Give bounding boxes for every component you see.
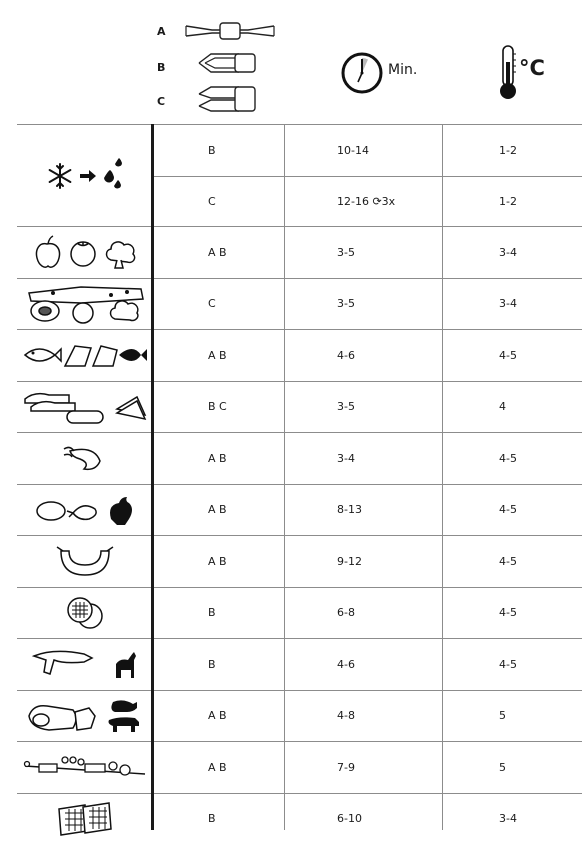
plate-position-b-icon: [197, 50, 259, 76]
icon-cell: [17, 536, 153, 587]
shrimp-icon: [62, 443, 108, 473]
icon-cell: [17, 279, 153, 330]
time-cell: 4-6: [337, 348, 355, 362]
setting-cell: A B: [208, 503, 227, 517]
temp-cell: 4-5: [499, 348, 517, 362]
plate-position-c-icon: [197, 84, 259, 114]
time-cell: 7-9: [337, 760, 355, 774]
entry-row: [153, 794, 582, 845]
time-cell: 3-5: [337, 297, 355, 311]
table-row: [17, 741, 582, 793]
pork-beef-icon: [25, 696, 145, 736]
column-divider: [284, 124, 285, 830]
poultry-icon: [33, 491, 137, 529]
icon-cell: [17, 433, 153, 484]
entry-row: [153, 227, 582, 278]
time-cell: 3-5: [337, 400, 355, 414]
minutes-label: Min.: [388, 62, 418, 78]
time-cell: 8-13: [337, 503, 362, 517]
skewer-icon: [21, 752, 149, 782]
icon-cell: [17, 691, 153, 742]
entry-row: [153, 485, 582, 536]
waffle-icon: [55, 799, 115, 839]
cooking-table: [17, 124, 582, 844]
setting-a-label: A: [157, 25, 166, 38]
table-row: [17, 690, 582, 742]
lamb-icon: [30, 646, 140, 682]
entry-row: [153, 742, 582, 793]
time-cell: 6-10: [337, 812, 362, 826]
celsius-label: °C: [519, 56, 545, 80]
setting-cell: B C: [208, 400, 227, 414]
fish-icon: [21, 340, 149, 370]
temp-cell: 5: [499, 760, 506, 774]
entry-row: [153, 279, 582, 330]
temp-cell: 1-2: [499, 143, 517, 157]
setting-c-label: C: [157, 95, 166, 108]
burger-patty-icon: [62, 596, 108, 630]
temp-cell: 3-4: [499, 297, 517, 311]
entry-row: [153, 433, 582, 484]
table-row: [17, 638, 582, 690]
temp-cell: 4-5: [499, 606, 517, 620]
entry-row: [153, 330, 582, 381]
thermometer-icon: [497, 44, 519, 102]
temp-cell: 4: [499, 400, 506, 414]
setting-cell: B: [208, 606, 216, 620]
table-header: [0, 0, 582, 124]
temp-cell: 1-2: [499, 195, 517, 209]
setting-cell: C: [208, 297, 216, 311]
setting-cell: A B: [208, 245, 227, 259]
table-row: [17, 381, 582, 433]
icon-cell: [17, 330, 153, 381]
icon-cell: [17, 794, 153, 845]
table-row: [17, 484, 582, 536]
time-cell: 3-5: [337, 245, 355, 259]
icon-cell: [17, 639, 153, 690]
fruit-vegetables-icon: [33, 234, 137, 270]
temp-cell: 4-5: [499, 503, 517, 517]
table-row: [17, 329, 582, 381]
entry-row: [153, 176, 582, 228]
temp-cell: 3-4: [499, 812, 517, 826]
time-cell: 9-12: [337, 554, 362, 568]
icon-cell: [17, 742, 153, 793]
table-row: [17, 587, 582, 639]
temp-cell: 3-4: [499, 245, 517, 259]
table-row: [17, 432, 582, 484]
setting-cell: A B: [208, 348, 227, 362]
sausage-icon: [55, 543, 115, 579]
entry-row: [153, 536, 582, 587]
setting-cell: A B: [208, 760, 227, 774]
temp-cell: 4-5: [499, 554, 517, 568]
temp-cell: 4-5: [499, 657, 517, 671]
setting-cell: A B: [208, 451, 227, 465]
icon-cell: [17, 125, 153, 226]
setting-b-label: B: [157, 61, 166, 74]
icon-cell: [17, 382, 153, 433]
column-divider: [442, 124, 443, 830]
plate-position-a-icon: [182, 20, 278, 44]
entry-row: [153, 691, 582, 742]
thick-divider: [151, 124, 154, 830]
entry-row: [153, 639, 582, 690]
table-row: [17, 124, 582, 226]
clock-icon: [340, 51, 384, 95]
table-row: [17, 793, 582, 845]
time-cell: 10-14: [337, 143, 369, 157]
setting-cell: A B: [208, 709, 227, 723]
temp-cell: 4-5: [499, 451, 517, 465]
setting-cell: A B: [208, 554, 227, 568]
time-cell: 3-4: [337, 451, 355, 465]
entry-row: [153, 125, 582, 176]
entry-row: [153, 588, 582, 639]
frozen-thaw-icon: [40, 156, 130, 196]
setting-cell: B: [208, 657, 216, 671]
setting-cell: B: [208, 143, 216, 157]
bread-sandwich-icon: [21, 387, 149, 427]
setting-cell: B: [208, 812, 216, 826]
time-cell: 4-8: [337, 709, 355, 723]
entry-row: [153, 382, 582, 433]
setting-cell: C: [208, 195, 216, 209]
table-row: [17, 535, 582, 587]
temp-cell: 5: [499, 709, 506, 723]
sliced-vegetables-icon: [23, 283, 147, 325]
table-row: [17, 278, 582, 330]
time-cell: 4-6: [337, 657, 355, 671]
time-cell: 12-16 ⟳3x: [337, 195, 396, 209]
icon-cell: [17, 227, 153, 278]
icon-cell: [17, 588, 153, 639]
time-cell: 6-8: [337, 606, 355, 620]
icon-cell: [17, 485, 153, 536]
table-row: [17, 226, 582, 278]
